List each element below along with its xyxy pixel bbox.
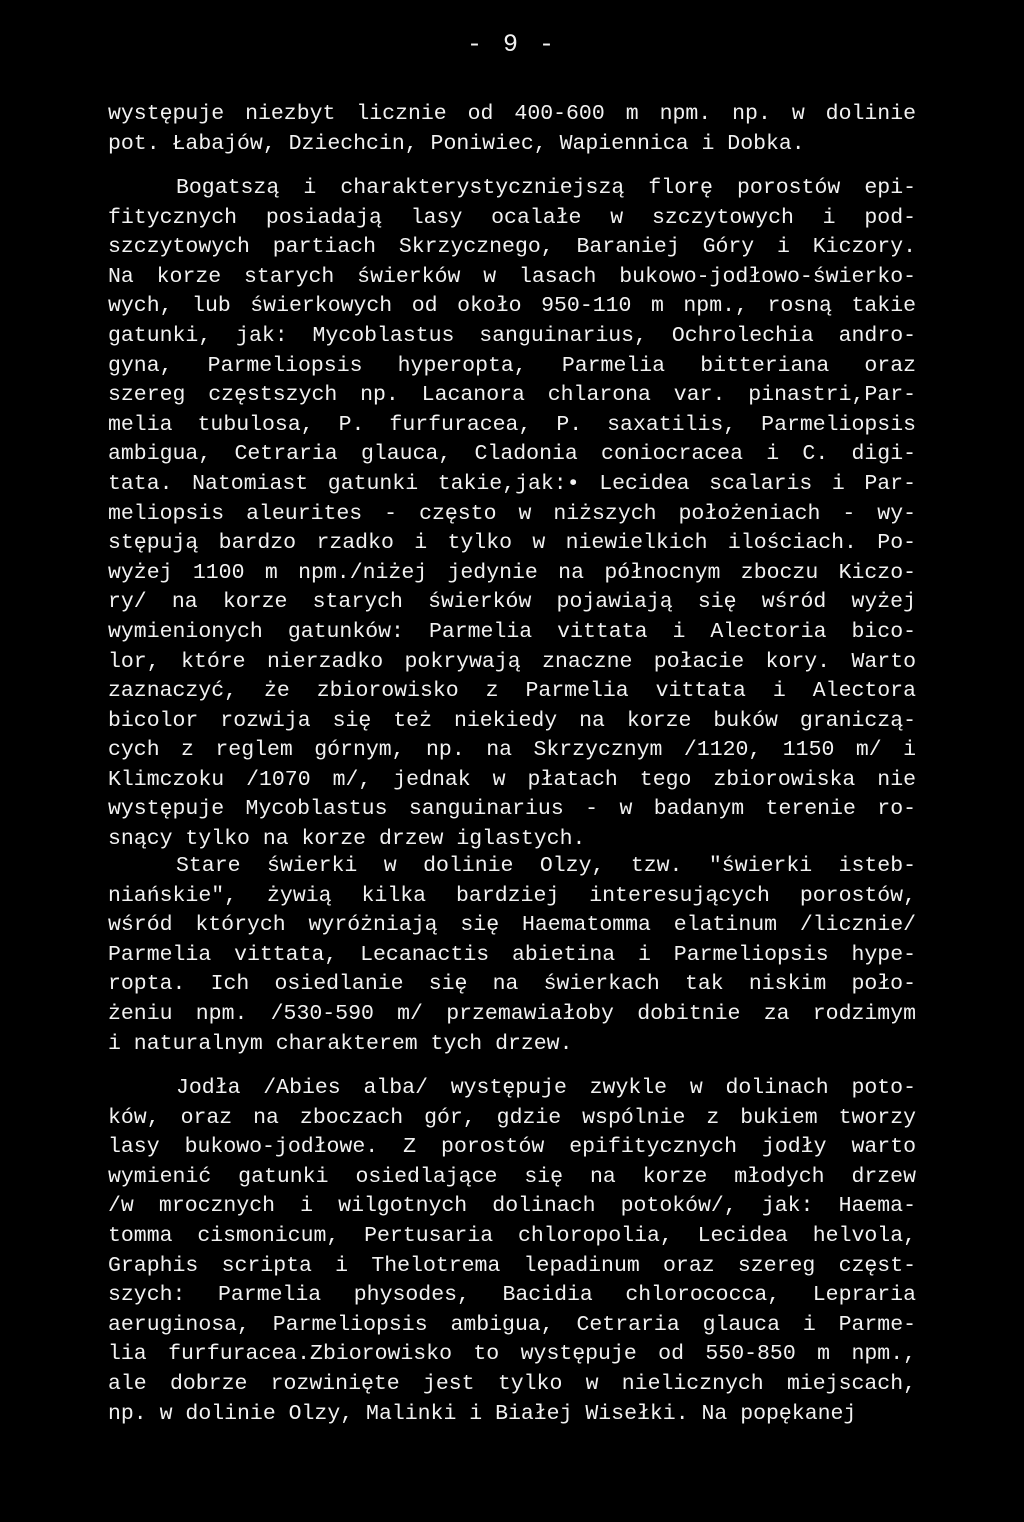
text-line: meliopsis aleurites - często w niższych położeniach - wy- [108,501,916,526]
text-line: szereg częstszych np. Lacanora chlarona var. pinastri,Par- [108,383,916,408]
paragraph [108,852,916,1059]
text-line: i naturalnym charakterem tych drzew. [108,1031,573,1056]
text-line: pot. Łabajów, Dziechcin, Poniwiec, Wapiennica i Dobka. [108,131,805,156]
text-line: /w mrocznych i wilgotnych dolinach potoków/, jak: Haema- [108,1194,916,1219]
text-line: Na korze starych świerków w lasach bukowo-jodłowo-świerko- [108,264,916,289]
paragraph [108,174,916,855]
text-line: wymienionych gatunków: Parmelia vittata i Alectoria bico- [108,619,916,644]
text-line: wyżej 1100 m npm./niżej jedynie na północnym zboczu Kiczo- [108,560,916,585]
text-line: ry/ na korze starych świerków pojawiają się wśród wyżej [108,590,916,615]
text-line: ale dobrze rozwinięte jest tylko w nielicznych miejscach, [108,1371,916,1396]
text-line: lia furfuracea.Zbiorowisko to występuje od 550-850 m npm., [108,1342,916,1367]
text-line: ków, oraz na zboczach gór, gdzie wspólnie z bukiem tworzy [108,1105,916,1130]
text-line: Jodła /Abies alba/ występuje zwykle w dolinach poto- [176,1076,916,1100]
text-line: np. w dolinie Olzy, Malinki i Białej Wisełki. Na popękanej [108,1401,857,1426]
text-line: snący tylko na korze drzew iglastych. [108,827,586,852]
text-line: Stare świerki w dolinie Olzy, tzw. "świerki isteb- [176,854,916,878]
page-number: - 9 - [466,30,557,59]
text-line: ropta. Ich osiedlanie się na świerkach tak niskim poło- [108,972,916,997]
text-line: występuje niezbyt licznie od 400-600 m npm. np. w dolinie [108,102,916,126]
text-line: Graphis scripta i Thelotrema lepadinum oraz szereg częst- [108,1253,916,1278]
text-line: stępują bardzo rzadko i tylko w niewielkich ilościach. Po- [108,531,916,556]
text-line: wśród których wyróżniają się Haematomma elatinum /licznie/ [108,913,916,938]
text-line: fitycznych posiadają lasy ocalałe w szczytowych i pod- [108,205,916,230]
text-line: cych z reglem górnym, np. na Skrzycznym /1120, 1150 m/ i [108,738,916,763]
text-line: żeniu npm. /530-590 m/ przemawiałoby dobitnie za rodzimym [108,1001,916,1026]
text-line: melia tubulosa, P. furfuracea, P. saxatilis, Parmeliopsis [108,412,916,437]
text-line: szych: Parmelia physodes, Bacidia chlorococca, Lepraria [108,1283,916,1308]
text-line: zaznaczyć, że zbiorowisko z Parmelia vittata i Alectora [108,679,916,704]
paragraph [108,100,916,159]
text-line: wych, lub świerkowych od około 950-110 m npm., rosną takie [108,294,916,319]
text-line: niańskie", żywią kilka bardziej interesujących porostów, [108,883,916,908]
text-line: występuje Mycoblastus sanguinarius - w badanym terenie ro- [108,797,916,822]
text-line: gyna, Parmeliopsis hyperopta, Parmelia bitteriana oraz [108,353,916,378]
text-line: ambigua, Cetraria glauca, Cladonia coniocracea i C. digi- [108,442,916,467]
paragraph [108,1074,916,1429]
text-line: Bogatszą i charakterystyczniejszą florę porostów epi- [176,176,916,200]
text-line: gatunki, jak: Mycoblastus sanguinarius, Ochrolechia andro- [108,323,916,348]
text-line: lor, które nierzadko pokrywają znaczne połacie kory. Warto [108,649,916,674]
text-line: Parmelia vittata, Lecanactis abietina i Parmeliopsis hype- [108,942,916,967]
text-line: wymienić gatunki osiedlające się na korze młodych drzew [108,1164,916,1189]
text-line: tata. Natomiast gatunki takie,jak:• Lecidea scalaris i Par- [108,471,916,496]
text-line: aeruginosa, Parmeliopsis ambigua, Cetraria glauca i Parme- [108,1312,916,1337]
text-line: szczytowych partiach Skrzycznego, Baraniej Góry i Kiczory. [108,235,916,260]
text-line: tomma cismonicum, Pertusaria chloropolia, Lecidea helvola, [108,1223,916,1248]
text-line: lasy bukowo-jodłowe. Z porostów epifitycznych jodły warto [108,1135,916,1160]
text-line: Klimczoku /1070 m/, jednak w płatach tego zbiorowiska nie [108,767,916,792]
text-line: bicolor rozwija się też niekiedy na korze buków graniczą- [108,708,916,733]
